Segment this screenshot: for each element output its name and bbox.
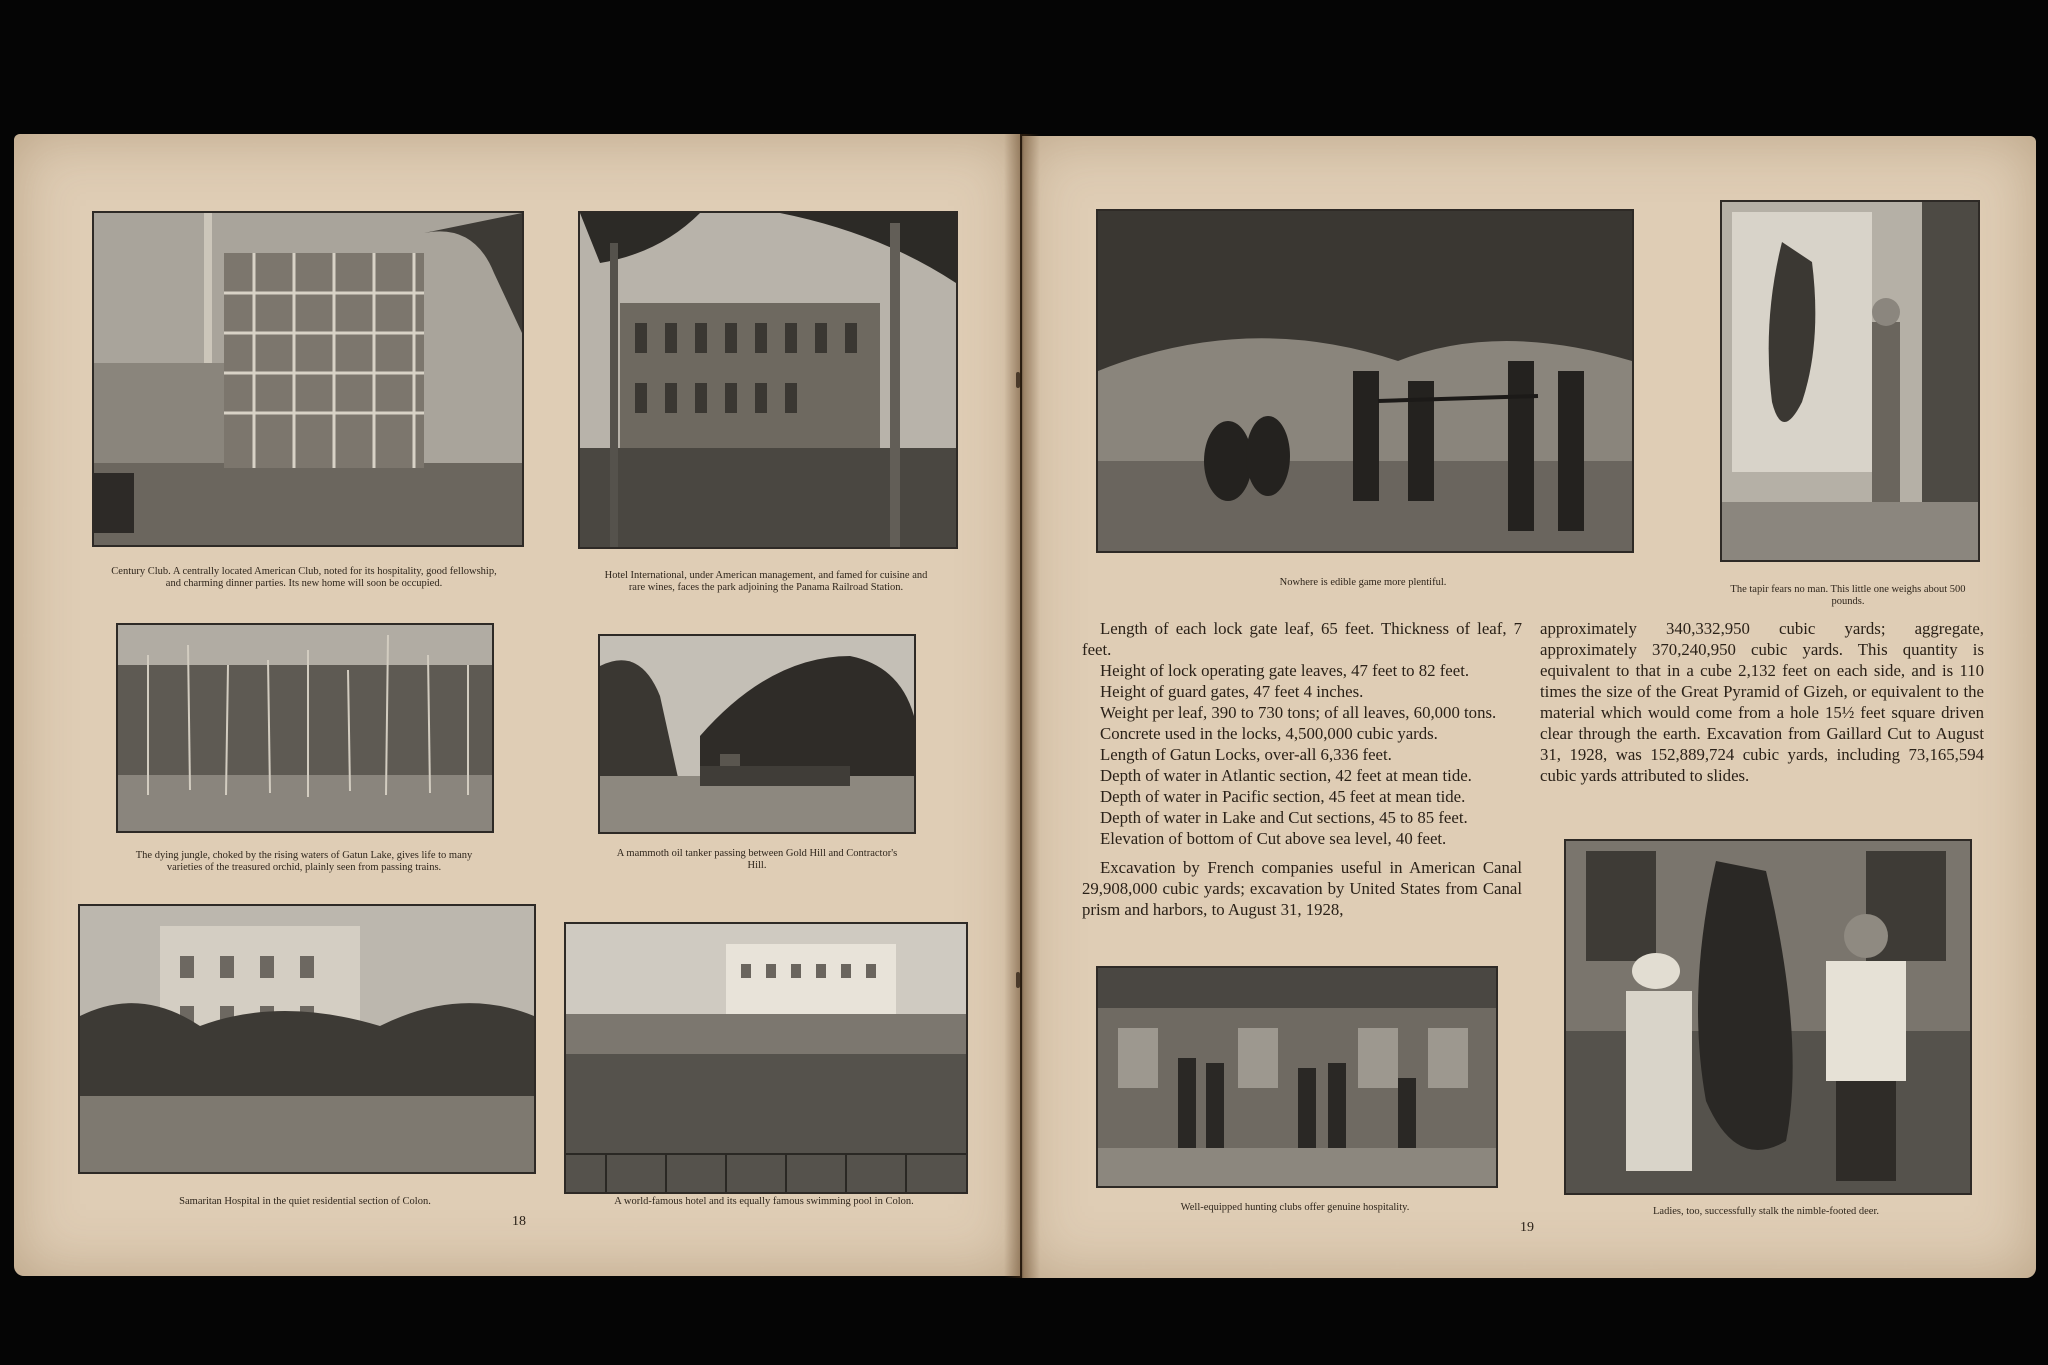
hotel-international-photo <box>578 211 958 549</box>
oil-tanker-caption: A mammoth oil tanker passing between Gold Hill and Contractor's Hill. <box>616 848 898 871</box>
text-paragraph: Depth of water in Lake and Cut sections, 45 to 85 feet. <box>1100 808 1468 827</box>
page-number-left: 18 <box>512 1214 526 1229</box>
hunting-party-caption: Nowhere is edible game more plentiful. <box>1279 577 1447 588</box>
hunting-party-photo <box>1096 209 1634 553</box>
oil-tanker-photo <box>598 634 916 834</box>
hunting-club-caption: Well-equipped hunting clubs offer genuine hospitality. <box>1180 1202 1410 1213</box>
text-paragraph: Height of guard gates, 47 feet 4 inches. <box>1100 682 1364 701</box>
book-gutter <box>1004 134 1040 1278</box>
text-column-1 <box>1082 618 1522 920</box>
tapir-caption: The tapir fears no man. This little one weighs about 500 pounds. <box>1730 584 1966 607</box>
text-paragraph: Excavation by French companies useful in American Canal 29,908,000 cubic yards; excavation by United States from Canal prism and harbors, to August 31, 1928, <box>1082 858 1522 919</box>
hotel-international-caption: Hotel International, under American management, and famed for cuisine and rare wines, faces the park adjoining the Panama Railroad Station. <box>604 570 928 593</box>
text-paragraph: Length of each lock gate leaf, 65 feet. Thickness of leaf, 7 feet. <box>1082 619 1522 659</box>
text-paragraph: Elevation of bottom of Cut above sea level, 40 feet. <box>1100 829 1447 848</box>
hunting-club-photo <box>1096 966 1498 1188</box>
ladies-deer-photo <box>1564 839 1972 1195</box>
page-number-right: 19 <box>1520 1220 1534 1235</box>
text-paragraph: Weight per leaf, 390 to 730 tons; of all leaves, 60,000 tons. <box>1100 703 1497 722</box>
staple <box>1016 372 1020 388</box>
samaritan-hospital-caption: Samaritan Hospital in the quiet residential section of Colon. <box>179 1196 431 1207</box>
ladies-deer-caption: Ladies, too, successfully stalk the nimble-footed deer. <box>1653 1206 1879 1217</box>
hotel-pool-photo <box>564 922 968 1194</box>
samaritan-hospital-photo <box>78 904 536 1174</box>
text-paragraph: Height of lock operating gate leaves, 47 feet to 82 feet. <box>1100 661 1470 680</box>
staple <box>1016 972 1020 988</box>
text-paragraph: Length of Gatun Locks, over-all 6,336 feet. <box>1100 745 1392 764</box>
century-club-caption: Century Club. A centrally located American Club, noted for its hospitality, good fellowship, and charming dinner parties. Its new home will soon be occupied. <box>111 566 497 589</box>
tapir-photo <box>1720 200 1980 562</box>
hotel-pool-caption: A world-famous hotel and its equally famous swimming pool in Colon. <box>614 1196 914 1207</box>
dying-jungle-caption: The dying jungle, choked by the rising waters of Gatun Lake, gives life to many varieties of the treasured orchid, plainly seen from passing trains. <box>135 850 473 873</box>
text-paragraph: Concrete used in the locks, 4,500,000 cubic yards. <box>1100 724 1438 743</box>
century-club-photo <box>92 211 524 547</box>
dying-jungle-photo <box>116 623 494 833</box>
text-paragraph: Depth of water in Pacific section, 45 feet at mean tide. <box>1100 787 1466 806</box>
text-column-2: approximately 340,332,950 cubic yards; aggregate, approximately 370,240,950 cubic yards. This quantity is equivalent to that in a cube 2,132 feet on each side, and is 110 times the size of the Great Pyramid of Gizeh, or equivalent to the material which would come from a hole 15½ feet square driven clear through the earth. Excavation from Gaillard Cut to August 31, 1928, was 152,889,724 cubic yards, including 73,165,594 cubic yards attributed to slides. <box>1540 619 1984 785</box>
text-paragraph: Depth of water in Atlantic section, 42 feet at mean tide. <box>1100 766 1472 785</box>
